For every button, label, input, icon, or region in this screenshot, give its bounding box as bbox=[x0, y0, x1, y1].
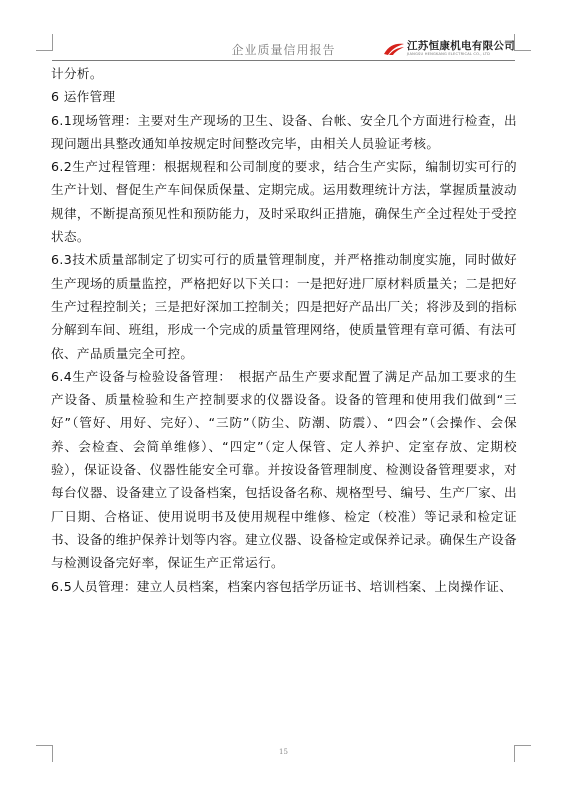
report-title: 企业质量信用报告 bbox=[231, 43, 336, 57]
page-header bbox=[52, 38, 515, 60]
paragraph-personnel-management: 6.5人员管理：建立人员档案，档案内容包括学历证书、培训档案、上岗操作证、 bbox=[51, 578, 513, 594]
company-english-name: JIANGSU HENGKANG ELECTRICAL CO., LTD bbox=[407, 52, 491, 56]
paragraph-site-management: 6.1现场管理：主要对生产现场的卫生、设备、台帐、安全几个方面进行检查，出现问题出具整改通知单按规定时间整改完毕，由相关人员验证考核。 bbox=[51, 112, 517, 151]
document-body bbox=[51, 62, 517, 598]
company-logo bbox=[383, 40, 515, 57]
section-heading: 6 运作管理 bbox=[51, 89, 116, 105]
page-number: 15 bbox=[279, 748, 288, 756]
company-name: 江苏恒康机电有限公司 bbox=[407, 40, 515, 52]
crop-mark-top-left bbox=[36, 34, 53, 51]
crop-mark-top-right bbox=[514, 34, 531, 51]
paragraph-continuation: 计分析。 bbox=[51, 66, 103, 81]
paragraph-equipment-management: 6.4生产设备与检验设备管理： 根据产品生产要求配置了满足产品加工要求的生产设备、质量检验和生产控制要求的仪器设备。设备的管理和使用我们做到“三好”（管好、用好、完好）、“三防”（防尘、防潮、防震）、“四会”（会操作、会保养、会检查、会简单维修）、“四定”（定人保管、定人养护、定室存放、定期校验），保证设备、仪器性能安全可靠。并按设备管理制度、检测设备管理要求，对每台仪器、设备建立了设备档案，包括设备名称、规格型号、编号、生产厂家、出厂日期、合格证、使用说明书及使用规程中维修、检定（校准）等记录和检定证书、设备的维护保养计划等内容。建立仪器、设备检定或保养记录。确保生产设备与检测设备完好率，保证生产正常运行。 bbox=[51, 368, 517, 571]
header-divider bbox=[52, 60, 515, 61]
company-logo-icon bbox=[383, 42, 405, 56]
paragraph-quality-system: 6.3技术质量部制定了切实可行的质量管理制度，并严格推动制度实施，同时做好生产现场的质量监控，严格把好以下关口：一是把好进厂原材料质量关；二是把好生产过程控制关；三是把好深加工控制关；四是把好产品出厂关；将涉及到的指标分解到车间、班组，形成一个完成的质量管理网络，使质量管理有章可循、有法可依、产品质量完全可控。 bbox=[51, 252, 517, 361]
paragraph-production-process: 6.2生产过程管理：根据规程和公司制度的要求，结合生产实际，编制切实可行的生产计划、督促生产车间保质保量、定期完成。运用数理统计方法，掌握质量波动规律，不断提高预见性和预防能力，及时采取纠正措施，确保生产全过程处于受控状态。 bbox=[51, 159, 517, 245]
